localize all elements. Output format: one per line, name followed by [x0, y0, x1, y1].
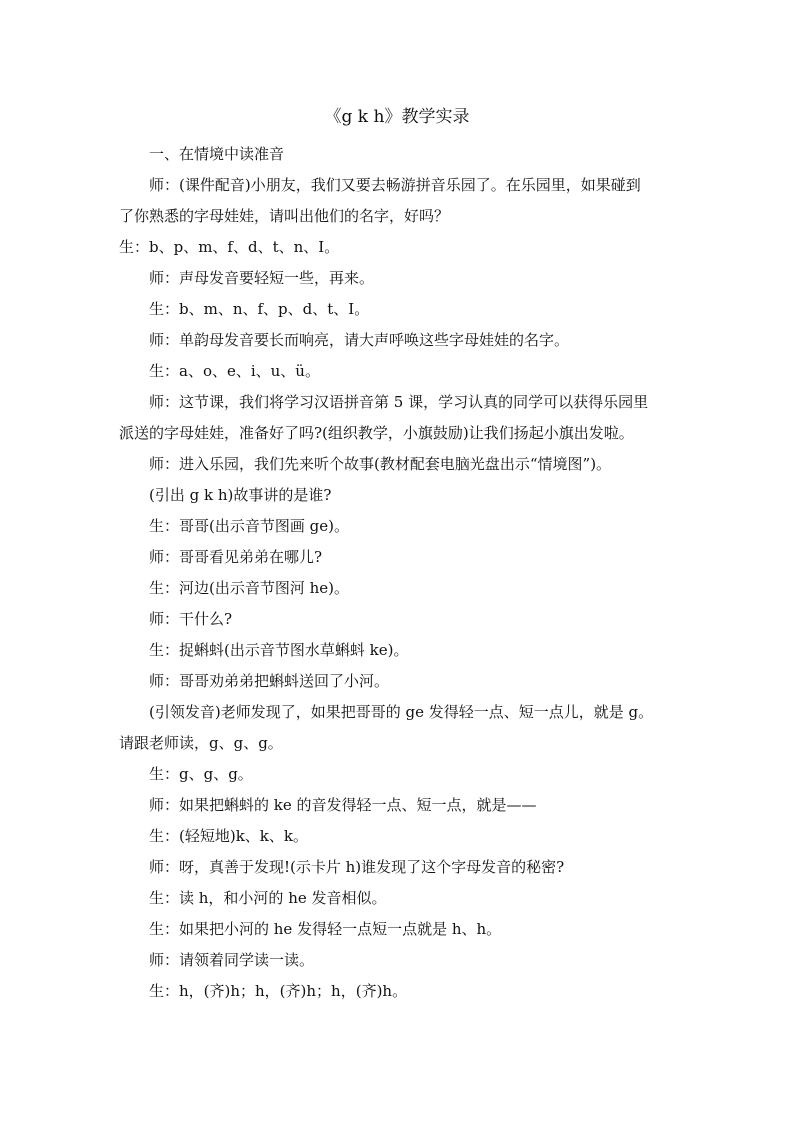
- paragraph-line: 师：干什么?: [149, 610, 233, 628]
- paragraph-line: (引出 g k h)故事讲的是谁?: [149, 486, 332, 504]
- paragraph-line: 生：如果把小河的 he 发得轻一点短一点就是 h、h。: [149, 920, 502, 938]
- paragraph-line: 师：请领着同学读一读。: [149, 951, 315, 969]
- paragraph-line: 师：声母发音要轻短一些，再来。: [149, 269, 375, 287]
- paragraph-line: 派送的字母娃娃，准备好了吗?(组织教学，小旗鼓励)让我们扬起小旗出发啦。: [119, 424, 634, 442]
- paragraph-line: 师：(课件配音)小朋友，我们又要去畅游拼音乐园了。在乐园里，如果碰到: [149, 176, 641, 194]
- paragraph-line: 生：(轻短地)k、k、k。: [149, 827, 308, 845]
- paragraph-line: 生：捉蝌蚪(出示音节图水草蝌蚪 ke)。: [149, 641, 409, 659]
- paragraph-line: 师：如果把蝌蚪的 ke 的音发得轻一点、短一点，就是——: [149, 796, 537, 814]
- paragraph-line: 生：哥哥(出示音节图画 ge)。: [149, 517, 349, 535]
- paragraph-line: 师：呀，真善于发现!(示卡片 h)谁发现了这个字母发音的秘密?: [149, 858, 565, 876]
- paragraph-line: 了你熟悉的字母娃娃，请叫出他们的名字，好吗？: [119, 207, 450, 225]
- paragraph-line: 师：哥哥看见弟弟在哪儿?: [149, 548, 323, 566]
- page-title: 《g k h》教学实录: [324, 107, 470, 127]
- paragraph-line: 师：单韵母发音要长而响亮，请大声呼唤这些字母娃娃的名字。: [149, 331, 570, 349]
- paragraph-line: 生：读 h，和小河的 he 发音相似。: [149, 889, 387, 907]
- paragraph-line: 生：g、g、g。: [149, 765, 253, 783]
- section-heading: 一、在情境中读准音: [149, 145, 285, 163]
- paragraph-line: 请跟老师读，g、g、g。: [119, 734, 283, 752]
- paragraph-line: 生：河边(出示音节图河 he)。: [149, 579, 350, 597]
- paragraph-line: 生：a、o、e、i、u、ü。: [149, 362, 320, 380]
- paragraph-line: 师：哥哥劝弟弟把蝌蚪送回了小河。: [149, 672, 390, 690]
- paragraph-line: 生：b、p、m、f、d、t、n、I。: [119, 238, 340, 256]
- paragraph-line: 生：h，(齐)h；h，(齐)h；h，(齐)h。: [149, 982, 408, 1000]
- paragraph-line: 师：这节课，我们将学习汉语拼音第 5 课，学习认真的同学可以获得乐园里: [149, 393, 649, 411]
- paragraph-line: 师：进入乐园，我们先来听个故事(教材配套电脑光盘出示“情境图”)。: [149, 455, 612, 473]
- paragraph-line: 生：b、m、n、f、p、d、t、I。: [149, 300, 370, 318]
- paragraph-line: (引领发音)老师发现了，如果把哥哥的 ge 发得轻一点、短一点儿，就是 g。: [149, 703, 654, 721]
